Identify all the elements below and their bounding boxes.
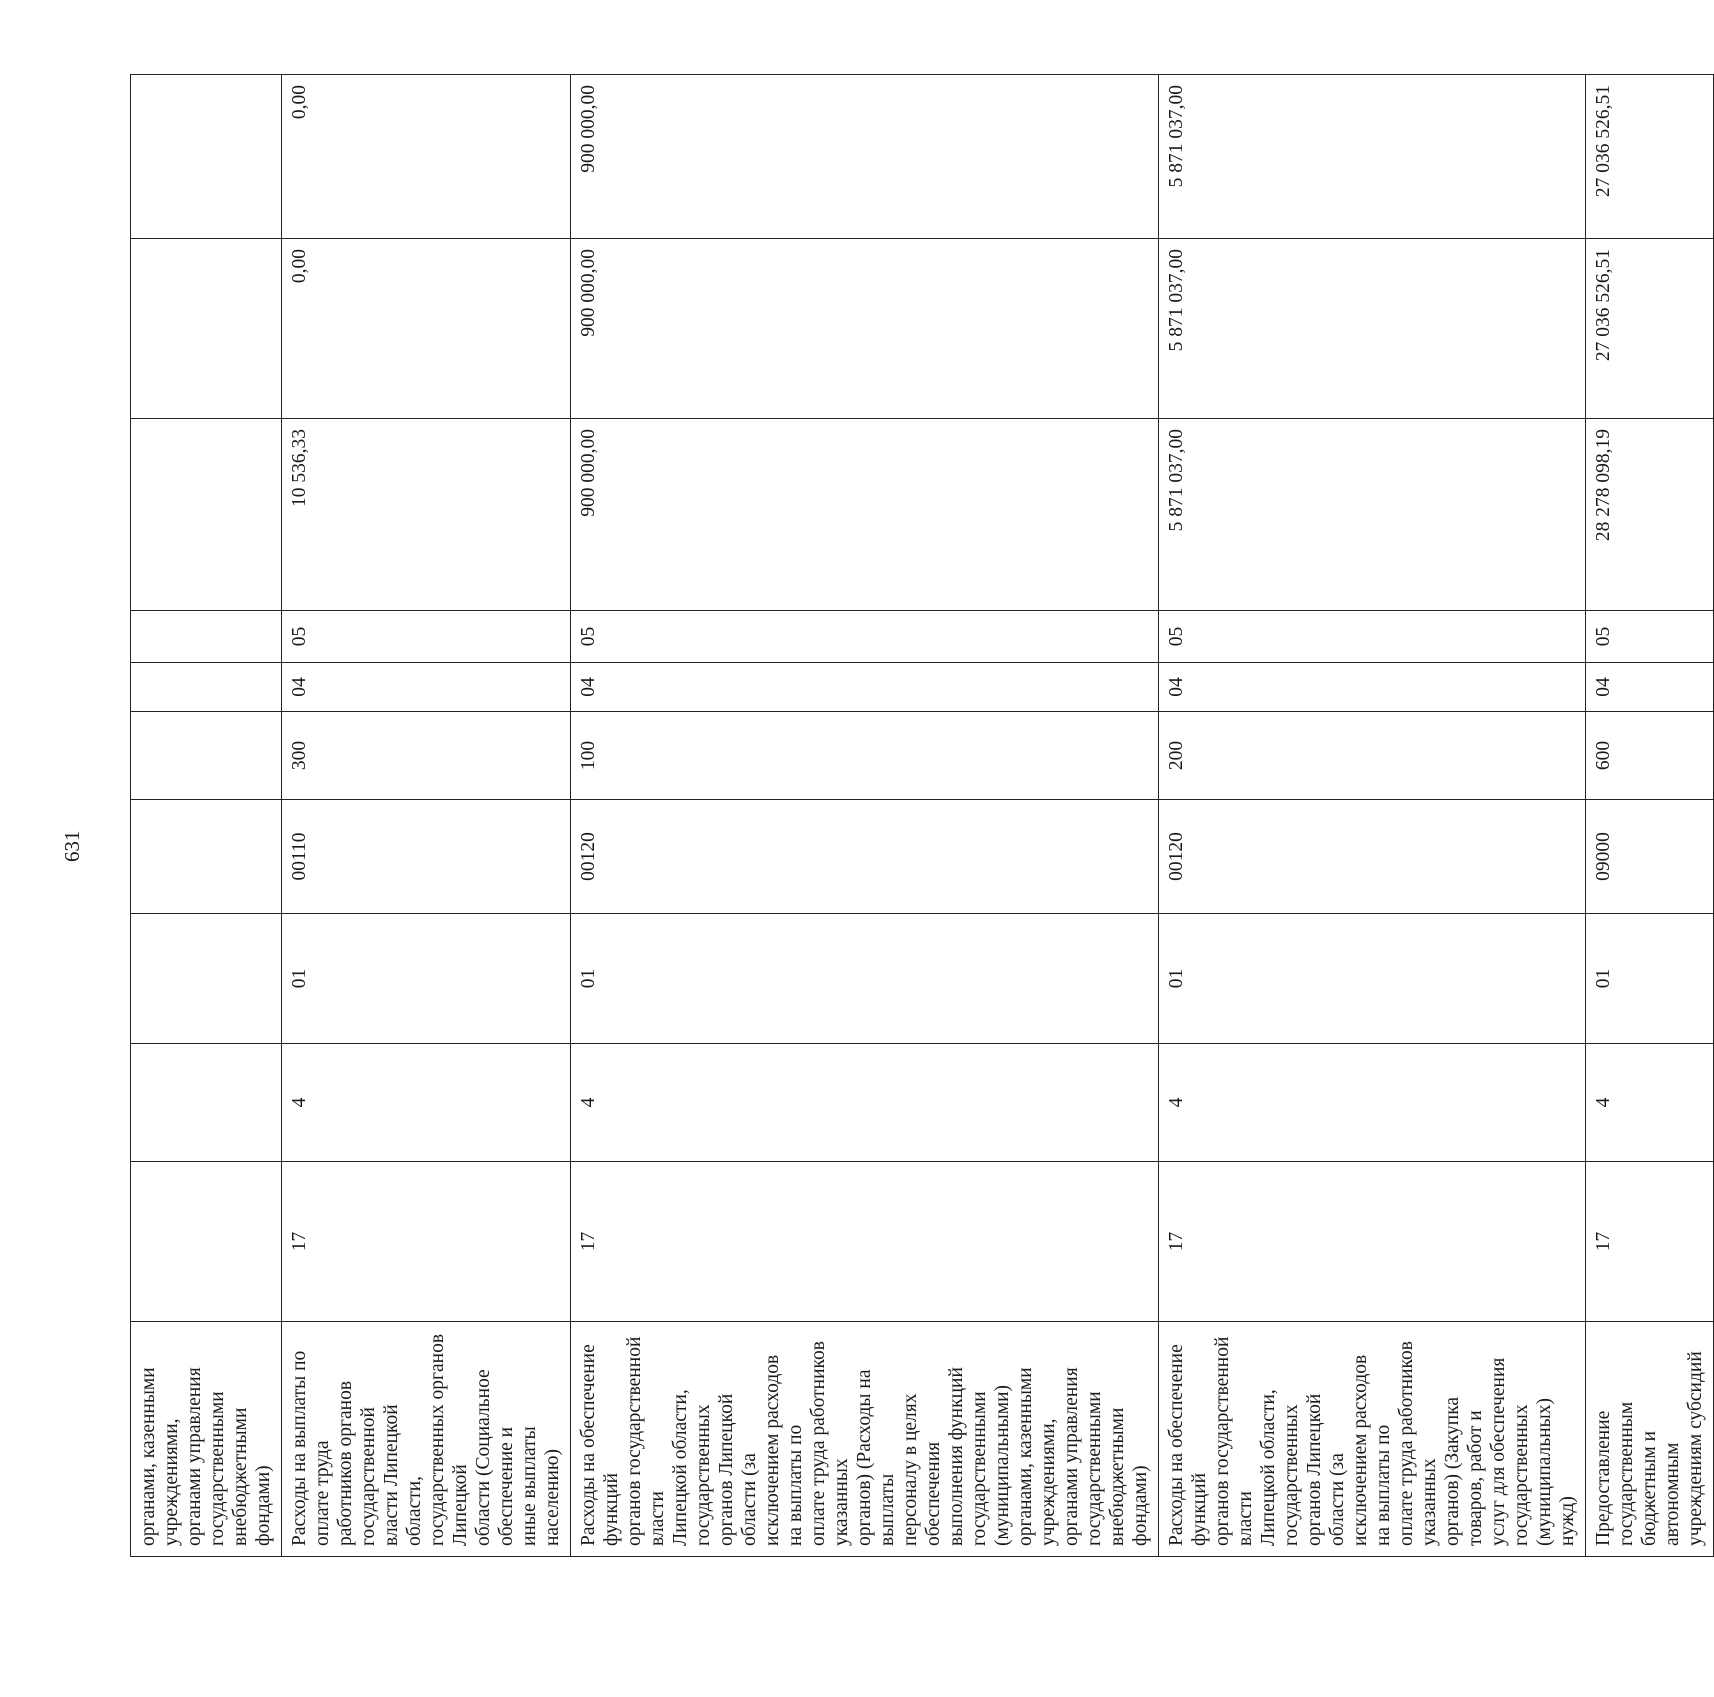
code-cell: 00110 [282, 800, 571, 914]
amount-cell: 900 000,00 [571, 419, 1159, 611]
code-cell: 04 [571, 663, 1159, 712]
amount-cell: 5 871 037,00 [1159, 75, 1586, 239]
amount-cell: 0,00 [282, 239, 571, 419]
amount-cell: 27 036 526,51 [1586, 75, 1714, 239]
code-cell: 00120 [1159, 800, 1586, 914]
code-cell: 17 [282, 1162, 571, 1322]
budget-table [130, 74, 1714, 1557]
table-row [282, 75, 571, 1557]
description-cell: Расходы на обеспечение функций органов государственной власти Липецкой области, государственных органов Липецкой области (за исключением расходов на выплаты по оплате труда работников указанных органов) (Расходы на выплаты персоналу в целях обеспечения выполнения функций государственными (муниципальными) органами, казенными учреждениями, органами управления государственными внебюджетными фондами) [571, 1322, 1159, 1557]
table-row [571, 75, 1159, 1557]
code-cell: 01 [1159, 914, 1586, 1044]
description-cell: органами, казенными учреждениями, органами управления государственными внебюджетными фондами) [131, 1322, 282, 1557]
code-cell: 05 [1586, 611, 1714, 663]
code-cell: 04 [1586, 663, 1714, 712]
amount-cell: 900 000,00 [571, 239, 1159, 419]
table-row [1586, 75, 1714, 1557]
code-cell: 05 [1159, 611, 1586, 663]
table-body [131, 75, 1714, 1557]
code-cell: 100 [571, 712, 1159, 800]
table-row [131, 75, 282, 1557]
code-cell: 4 [1586, 1044, 1714, 1162]
code-cell: 01 [1586, 914, 1714, 1044]
code-cell: 04 [1159, 663, 1586, 712]
code-cell [131, 800, 282, 914]
page-number: 631 [60, 830, 84, 862]
code-cell: 09000 [1586, 800, 1714, 914]
code-cell: 05 [571, 611, 1159, 663]
code-cell: 300 [282, 712, 571, 800]
code-cell: 4 [1159, 1044, 1586, 1162]
description-cell: Расходы на выплаты по оплате труда работников органов государственной власти Липецкой области, государственных органов Липецкой области (Социальное обеспечение и иные выплаты населению) [282, 1322, 571, 1557]
code-cell: 01 [571, 914, 1159, 1044]
description-cell: Расходы на обеспечение функций органов государственной власти Липецкой области, государственных органов Липецкой области (за исключением расходов на выплаты по оплате труда работников указанных органов) (Закупка товаров, работ и услуг для обеспечения государственных (муниципальных) нужд) [1159, 1322, 1586, 1557]
description-cell: Предоставление государственным бюджетным и автономным учреждениям субсидий [1586, 1322, 1714, 1557]
amount-cell: 0,00 [282, 75, 571, 239]
code-cell [131, 663, 282, 712]
amount-cell: 900 000,00 [571, 75, 1159, 239]
code-cell [131, 611, 282, 663]
code-cell [131, 1162, 282, 1322]
code-cell: 4 [571, 1044, 1159, 1162]
amount-cell: 10 536,33 [282, 419, 571, 611]
table-row [1159, 75, 1586, 1557]
code-cell: 200 [1159, 712, 1586, 800]
amount-cell [131, 75, 282, 239]
code-cell: 600 [1586, 712, 1714, 800]
code-cell: 17 [571, 1162, 1159, 1322]
amount-cell: 28 278 098,19 [1586, 419, 1714, 611]
code-cell: 04 [282, 663, 571, 712]
amount-cell: 27 036 526,51 [1586, 239, 1714, 419]
amount-cell: 5 871 037,00 [1159, 239, 1586, 419]
amount-cell: 5 871 037,00 [1159, 419, 1586, 611]
amount-cell [131, 239, 282, 419]
code-cell [131, 712, 282, 800]
code-cell: 4 [282, 1044, 571, 1162]
code-cell: 01 [282, 914, 571, 1044]
code-cell: 17 [1159, 1162, 1586, 1322]
code-cell [131, 1044, 282, 1162]
code-cell: 17 [1586, 1162, 1714, 1322]
code-cell: 00120 [571, 800, 1159, 914]
amount-cell [131, 419, 282, 611]
code-cell: 05 [282, 611, 571, 663]
code-cell [131, 914, 282, 1044]
